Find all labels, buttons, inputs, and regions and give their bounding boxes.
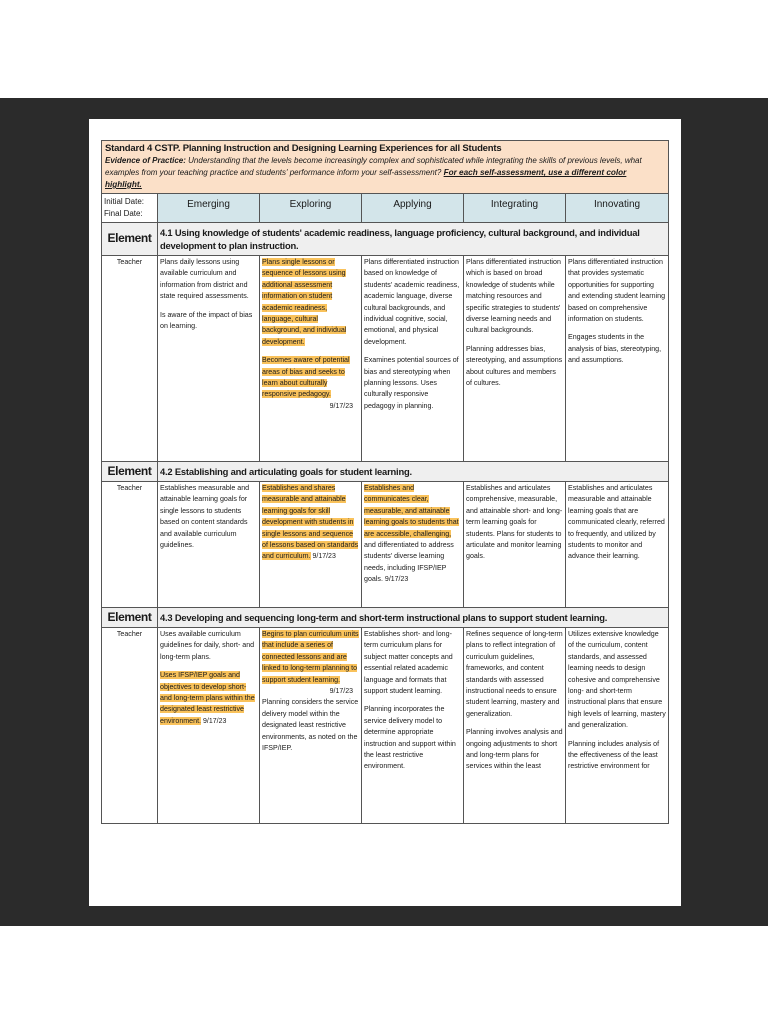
cell-text: Plans differentiated instruction that provides systematic opportunities for supporting and extending student learning based on comprehensive information on students. (568, 258, 666, 324)
cell-text: Utilizes extensive knowledge of the curriculum, content standards, and assessed learning needs to design cohesive and comprehensive long- and short-term instructional plans that ensure high levels of learning, mastery and generalization. (568, 630, 666, 730)
highlighted-text: Establishes and communicates clear, measurable, and attainable learning goals to students that are accessible, challenging, (364, 484, 459, 538)
cell-text: Plans differentiated instruction based on knowledge of students' academic readiness, academic language, diverse cultural backgrounds, and individual cognitive, social, emotional, and physical development. (364, 258, 460, 346)
element-title: 4.1 Using knowledge of students' academic readiness, language proficiency, cultural background, and individual development to plan instruction. (158, 223, 669, 256)
role-label: Teacher (102, 256, 158, 462)
assessment-date: 9/17/23 (329, 688, 353, 696)
assessment-date: 9/17/23 (203, 717, 227, 725)
cell-emerging (158, 482, 260, 608)
highlighted-text: Uses IFSP/IEP goals and objectives to develop short- and long-term plans within the designated least restrictive environment. (160, 671, 255, 725)
cell-text: Establishes and articulates measurable and attainable learning goals that are communicated clearly, referred to frequently, and utilized by students to monitor and advance their learning. (568, 484, 665, 561)
element-4-2-row (102, 482, 669, 608)
cell-text: Examines potential sources of bias and stereotyping when planning lessons. Uses culturally responsive pedagogy in planning. (364, 356, 459, 410)
cell-applying (362, 628, 464, 824)
evidence-text: Understanding that the levels become increasingly complex and sophisticated while integrating the skills of previous levels, what examples from your teaching practice and students' performance inform your self-assessment? (105, 156, 642, 177)
levels-row (102, 194, 669, 223)
assessment-date: 9/17/23 (384, 576, 409, 584)
cell-text: Planning considers the service delivery model within the designated least restrictive environments, as noted on the IFSP/IEP. (262, 698, 359, 753)
cell-innovating (566, 628, 669, 824)
level-applying: Applying (362, 194, 464, 223)
element-4-3-header (102, 608, 669, 628)
final-date-label: Final Date: (104, 209, 143, 218)
cell-integrating (464, 256, 566, 462)
element-label: Element (102, 608, 158, 628)
cell-text: and differentiated to address students' diverse learning needs, including IFSP/IEP goals. (364, 541, 454, 584)
cell-text: Planning includes analysis of the effectiveness of the least restrictive environment for (568, 739, 660, 771)
cell-text: Planning incorporates the service delivery model to determine appropriate instruction and support within the least restrictive environment. (364, 705, 456, 771)
highlighted-text: Establishes and shares measurable and attainable learning goals for skill development with students in single lessons and sequence of lessons based on standards and curriculum. (262, 484, 359, 561)
standard-title: Standard 4 CSTP. Planning Instruction and Designing Learning Experiences for all Students (105, 143, 502, 154)
dates-cell (102, 194, 158, 223)
cell-emerging (158, 628, 260, 824)
standard-header-row (102, 141, 669, 194)
cell-text: Establishes and articulates comprehensive, measurable, and attainable short- and long-term learning goals for students. Plans for students to articulate and monitor learning goals. (466, 484, 563, 561)
level-exploring: Exploring (260, 194, 362, 223)
cell-emerging (158, 256, 260, 462)
cell-text: Uses available curriculum guidelines for daily, short- and long-term plans. (160, 630, 255, 661)
assessment-date: 9/17/23 (312, 553, 336, 561)
level-innovating: Innovating (566, 194, 669, 223)
cell-text: Is aware of the impact of bias on learning. (160, 310, 253, 331)
cell-exploring (260, 482, 362, 608)
role-label: Teacher (102, 482, 158, 608)
highlighted-text: Becomes aware of potential areas of bias and seeks to learn about culturally responsive pedagogy. (262, 356, 350, 399)
cell-innovating (566, 482, 669, 608)
element-4-1-header (102, 223, 669, 256)
highlighted-text: Plans single lessons or sequence of lessons using additional assessment information on student academic readiness, language, cultural background, and individual development. (262, 258, 347, 346)
element-4-3-row (102, 628, 669, 824)
cell-text: Planning involves analysis and ongoing adjustments to short and long-term plans for services within the least (466, 728, 563, 771)
cell-text: Plans daily lessons using available curriculum and information from district and state required assessments. (160, 258, 249, 301)
cell-text: Establishes short- and long-term curriculum plans for subject matter concepts and essential related academic language and formats that support student learning. (364, 630, 453, 696)
cell-text: Plans differentiated instruction which is based on broad knowledge of students while matching resources and specific strategies to students' diverse learning needs and cultural backgrounds. (466, 258, 561, 335)
cell-integrating (464, 628, 566, 824)
level-integrating: Integrating (464, 194, 566, 223)
assessment-date: 9/17/23 (329, 402, 353, 410)
cell-text: Establishes measurable and attainable learning goals for single lessons to students based on content standards and available curriculum guidelines. (160, 484, 250, 550)
cell-exploring (260, 628, 362, 824)
evidence-label: Evidence of Practice: (105, 156, 186, 165)
evidence-note: For each self-assessment, use a different color highlight. (105, 168, 627, 189)
cell-text: Planning addresses bias, stereotyping, and assumptions about cultures and members of cultures. (466, 344, 563, 388)
role-label: Teacher (102, 628, 158, 824)
cell-innovating (566, 256, 669, 462)
cell-applying (362, 256, 464, 462)
element-4-1-row (102, 256, 669, 462)
element-label: Element (102, 462, 158, 482)
level-emerging: Emerging (158, 194, 260, 223)
cell-exploring (260, 256, 362, 462)
highlighted-text: Begins to plan curriculum units that include a series of connected lessons and are linked to long-term planning to support student learning. (262, 630, 359, 684)
cell-text: Refines sequence of long-term plans to reflect integration of curriculum guidelines, frameworks, and content standards with assessed instructional needs to ensure student learning, mastery and generalization. (466, 630, 563, 718)
document-page (89, 119, 681, 906)
cell-integrating (464, 482, 566, 608)
standard-header (102, 141, 669, 194)
rubric-table (101, 140, 669, 824)
element-title: 4.2 Establishing and articulating goals for student learning. (158, 462, 669, 482)
element-label: Element (102, 223, 158, 256)
initial-date-label: Initial Date: (104, 197, 145, 206)
cell-applying (362, 482, 464, 608)
cell-text: Engages students in the analysis of bias, stereotyping, and assumptions. (568, 333, 662, 365)
element-title: 4.3 Developing and sequencing long-term and short-term instructional plans to support student learning. (158, 608, 669, 628)
rubric-document (101, 140, 668, 824)
element-4-2-header (102, 462, 669, 482)
